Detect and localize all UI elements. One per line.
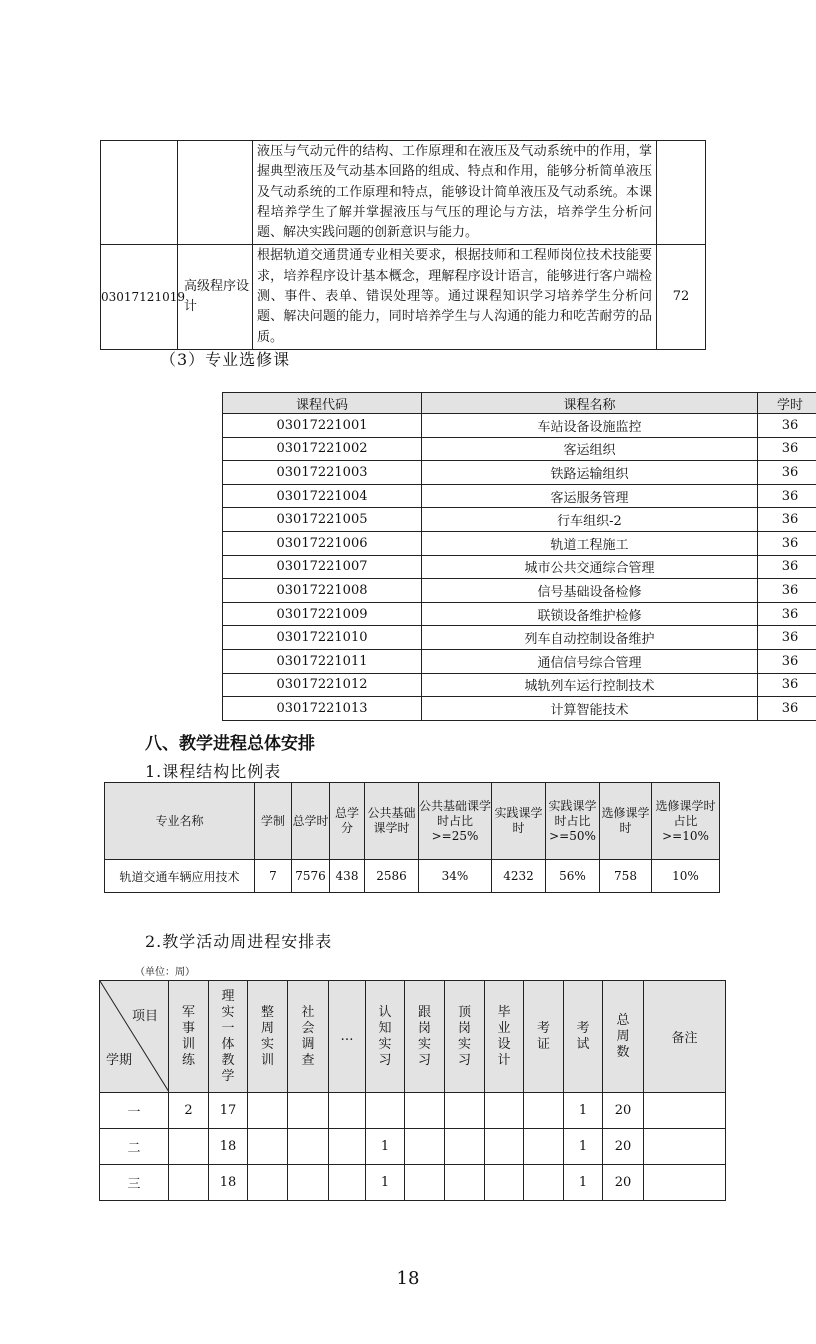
- weekly-value-cell: [485, 1129, 524, 1165]
- weekly-value-cell: 18: [209, 1129, 248, 1165]
- table-row: [223, 697, 816, 721]
- weekly-header-cell: [366, 981, 405, 1093]
- structure-header-cell: 实践课学时占比>=50%: [546, 783, 600, 860]
- weekly-value-cell: 18: [209, 1165, 248, 1201]
- term-cell: 一: [100, 1093, 169, 1129]
- course-name: 信号基础设备检修: [422, 579, 758, 603]
- elective-course-table: [222, 392, 816, 721]
- corner-term-label: 学期: [106, 1053, 133, 1068]
- weekly-header-cell: [445, 981, 485, 1093]
- table-row: [223, 531, 816, 555]
- weekly-value-cell: 20: [603, 1165, 644, 1201]
- weekly-value-cell: [644, 1129, 726, 1165]
- weekly-header-cell: [485, 981, 524, 1093]
- weekly-value-cell: [366, 1093, 405, 1129]
- course-code: 03017221005: [223, 508, 422, 532]
- weekly-header-cell: [644, 981, 726, 1093]
- course-code: 03017221009: [223, 602, 422, 626]
- table-row: [223, 673, 816, 697]
- weekly-value-cell: 20: [603, 1093, 644, 1129]
- header-course-name: 课程名称: [422, 393, 758, 414]
- course-structure-table: [104, 782, 720, 893]
- weekly-header-label: 整周实训: [260, 1004, 274, 1068]
- weekly-header-label: 考证: [536, 1020, 550, 1052]
- course-code: 03017221010: [223, 626, 422, 650]
- course-hours: 36: [758, 531, 816, 555]
- course-description: 液压与气动元件的结构、工作原理和在液压及气动系统中的作用，掌握典型液压及气动基本回路的组成、特点和作用，能够分析简单液压及气动系统的工作原理和特点，能够设计简单液压及气动系统。本课程培养学生了解并掌握液压与气压的理论与方法，培养学生分析问题、解决实践问题的创新意识与能力。: [253, 141, 657, 245]
- table-row: [223, 508, 816, 532]
- weekly-header-label: 总周数: [616, 1012, 630, 1060]
- weekly-value-cell: [644, 1093, 726, 1129]
- weekly-value-cell: 1: [564, 1129, 603, 1165]
- weekly-header-label: 社会调查: [301, 1004, 315, 1068]
- course-name: 高级程序设计: [178, 245, 253, 349]
- weekly-value-cell: 20: [603, 1129, 644, 1165]
- structure-value-cell: 轨道交通车辆应用技术: [105, 860, 255, 893]
- table-row: [100, 1165, 726, 1201]
- course-code: 03017221007: [223, 555, 422, 579]
- course-name: 轨道工程施工: [422, 531, 758, 555]
- structure-header-cell: 专业名称: [105, 783, 255, 860]
- course-code: 03017221002: [223, 437, 422, 461]
- table-row: [223, 626, 816, 650]
- section-title: 八、教学进程总体安排: [145, 734, 315, 754]
- weekly-value-cell: [248, 1093, 288, 1129]
- weekly-header-label: 军事训练: [181, 1004, 195, 1068]
- weekly-header-cell: [603, 981, 644, 1093]
- weekly-header-label: 毕业设计: [497, 1004, 511, 1068]
- course-code: 03017221013: [223, 697, 422, 721]
- weekly-header-cell: [169, 981, 209, 1093]
- course-name: [178, 141, 253, 245]
- weekly-value-cell: [524, 1093, 564, 1129]
- structure-table-title: 1.课程结构比例表: [145, 762, 282, 781]
- weekly-header-label: …: [340, 1029, 354, 1044]
- course-hours: 36: [758, 697, 816, 721]
- structure-value-cell: 758: [600, 860, 652, 893]
- weekly-value-cell: [288, 1093, 329, 1129]
- course-hours: 36: [758, 673, 816, 697]
- weekly-header-label: 理实一体教学: [221, 988, 235, 1084]
- course-hours: 72: [657, 245, 706, 349]
- course-name: 计算智能技术: [422, 697, 758, 721]
- course-name: 车站设备设施监控: [422, 414, 758, 438]
- weekly-schedule-table: [99, 980, 726, 1201]
- weekly-header-label: 认知实习: [378, 1004, 392, 1068]
- structure-value-cell: 34%: [419, 860, 492, 893]
- course-hours: 36: [758, 555, 816, 579]
- course-hours: 36: [758, 484, 816, 508]
- weekly-value-cell: [644, 1165, 726, 1201]
- structure-value-cell: 438: [330, 860, 365, 893]
- course-hours: 36: [758, 626, 816, 650]
- course-code: 03017221008: [223, 579, 422, 603]
- elective-heading: （3）专业选修课: [160, 350, 291, 369]
- table-row: [223, 461, 816, 485]
- weekly-value-cell: [445, 1165, 485, 1201]
- course-name: 列车自动控制设备维护: [422, 626, 758, 650]
- course-hours: 36: [758, 649, 816, 673]
- structure-value-cell: 56%: [546, 860, 600, 893]
- course-hours: 36: [758, 508, 816, 532]
- course-name: 行车组织-2: [422, 508, 758, 532]
- structure-value-cell: 7: [255, 860, 292, 893]
- weekly-value-cell: [248, 1165, 288, 1201]
- course-name: 铁路运输组织: [422, 461, 758, 485]
- weekly-value-cell: 17: [209, 1093, 248, 1129]
- weekly-value-cell: [485, 1093, 524, 1129]
- weekly-value-cell: 2: [169, 1093, 209, 1129]
- weekly-value-cell: [329, 1093, 366, 1129]
- weekly-header-label: 顶岗实习: [457, 1004, 471, 1068]
- header-course-code: 课程代码: [223, 393, 422, 414]
- page-number: 18: [396, 1268, 420, 1289]
- course-description: 根据轨道交通贯通专业相关要求，根据技师和工程师岗位技术技能要求，培养程序设计基本概念，理解程序设计语言，能够进行客户端检测、事件、表单、错误处理等。通过课程知识学习培养学生分析问题、解决问题的能力，同时培养学生与人沟通的能力和吃苦耐劳的品质。: [253, 245, 657, 349]
- weekly-value-cell: [405, 1129, 445, 1165]
- course-hours: 36: [758, 414, 816, 438]
- table-row: [223, 414, 816, 438]
- weekly-value-cell: [329, 1165, 366, 1201]
- table-row: [100, 1093, 726, 1129]
- diagonal-header-cell: [100, 981, 169, 1093]
- weekly-value-cell: [445, 1129, 485, 1165]
- course-hours: 36: [758, 461, 816, 485]
- weekly-value-cell: [524, 1129, 564, 1165]
- structure-header-cell: 选修课学时: [600, 783, 652, 860]
- table-row: [223, 579, 816, 603]
- weekly-value-cell: [329, 1129, 366, 1165]
- weekly-value-cell: 1: [366, 1165, 405, 1201]
- course-name: 客运服务管理: [422, 484, 758, 508]
- weekly-header-cell: [288, 981, 329, 1093]
- weekly-value-cell: [248, 1129, 288, 1165]
- weekly-header-cell: [248, 981, 288, 1093]
- header-course-hours: 学时: [758, 393, 816, 414]
- course-name: 城轨列车运行控制技术: [422, 673, 758, 697]
- structure-header-cell: 总学时: [292, 783, 330, 860]
- table-row: [100, 1129, 726, 1165]
- weekly-value-cell: [485, 1165, 524, 1201]
- course-name: 联锁设备维护检修: [422, 602, 758, 626]
- weekly-header-cell: [524, 981, 564, 1093]
- core-course-table: [100, 140, 706, 350]
- course-hours: 36: [758, 579, 816, 603]
- course-code: 03017221011: [223, 649, 422, 673]
- weekly-header-label: 跟岗实习: [417, 1004, 431, 1068]
- table-row: [223, 602, 816, 626]
- course-name: 城市公共交通综合管理: [422, 555, 758, 579]
- course-hours: [657, 141, 706, 245]
- table-row: [101, 245, 706, 349]
- weekly-value-cell: [169, 1165, 209, 1201]
- weekly-value-cell: [445, 1093, 485, 1129]
- table-header-row: [100, 981, 726, 1093]
- table-row: [223, 437, 816, 461]
- table-header-row: [223, 393, 816, 414]
- weekly-value-cell: [169, 1129, 209, 1165]
- structure-value-cell: 10%: [652, 860, 720, 893]
- course-code: 03017221001: [223, 414, 422, 438]
- course-code: 03017221006: [223, 531, 422, 555]
- table-row: [223, 555, 816, 579]
- weekly-value-cell: 1: [564, 1165, 603, 1201]
- structure-value-cell: 7576: [292, 860, 330, 893]
- structure-header-cell: 总学分: [330, 783, 365, 860]
- corner-item-label: 项目: [131, 1009, 158, 1024]
- weekly-value-cell: [288, 1129, 329, 1165]
- structure-value-cell: 2586: [365, 860, 419, 893]
- structure-header-cell: 公共基础课学时占比>=25%: [419, 783, 492, 860]
- diagonal-line: [100, 981, 169, 1092]
- table-header-row: [105, 783, 720, 860]
- structure-header-cell: 实践课学时: [492, 783, 546, 860]
- weekly-header-label: 考试: [576, 1020, 590, 1052]
- weekly-header-label: 备注: [671, 1031, 698, 1046]
- weekly-value-cell: [288, 1165, 329, 1201]
- course-code: [101, 141, 178, 245]
- weekly-value-cell: 1: [564, 1093, 603, 1129]
- weekly-header-cell: [405, 981, 445, 1093]
- course-name: 客运组织: [422, 437, 758, 461]
- structure-header-cell: 选修课学时占比>=10%: [652, 783, 720, 860]
- weekly-value-cell: 1: [366, 1129, 405, 1165]
- table-row: [105, 860, 720, 893]
- weekly-header-cell: [329, 981, 366, 1093]
- course-code: 03017221004: [223, 484, 422, 508]
- structure-value-cell: 4232: [492, 860, 546, 893]
- course-hours: 36: [758, 602, 816, 626]
- weekly-header-cell: [564, 981, 603, 1093]
- structure-header-cell: 学制: [255, 783, 292, 860]
- term-cell: 三: [100, 1165, 169, 1201]
- weekly-value-cell: [405, 1093, 445, 1129]
- weekly-table-title: 2.教学活动周进程安排表: [145, 932, 333, 951]
- course-code: 03017221012: [223, 673, 422, 697]
- table-row: [101, 141, 706, 245]
- table-row: [223, 484, 816, 508]
- course-code: 03017221003: [223, 461, 422, 485]
- unit-note: （单位：周）: [135, 967, 195, 978]
- weekly-value-cell: [524, 1165, 564, 1201]
- structure-header-cell: 公共基础课学时: [365, 783, 419, 860]
- table-row: [223, 649, 816, 673]
- course-code: 03017121019: [101, 245, 178, 349]
- course-name: 通信信号综合管理: [422, 649, 758, 673]
- weekly-value-cell: [405, 1165, 445, 1201]
- weekly-header-cell: [209, 981, 248, 1093]
- term-cell: 二: [100, 1129, 169, 1165]
- course-hours: 36: [758, 437, 816, 461]
